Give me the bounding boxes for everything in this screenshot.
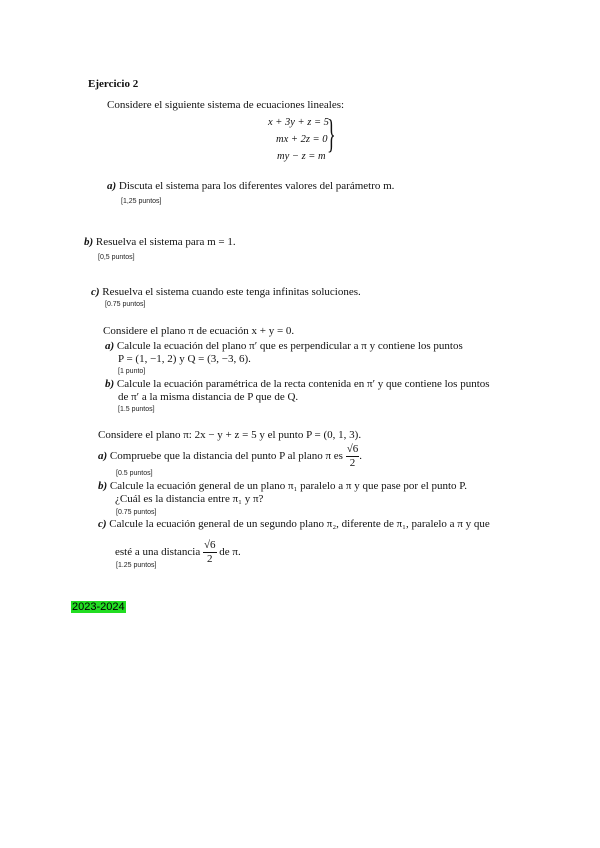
plane-part-b-label: b) [105, 378, 115, 390]
distance-part-c-line2-pre: esté a una distancia [115, 546, 201, 559]
plane-part-a-line1: Calcule la ecuación del plano π′ que es perpendicular a π y contiene los puntos [116, 340, 463, 352]
part-c [91, 286, 361, 298]
distance-part-b-line2: ¿Cuál es la distancia entre π₁ y π? [115, 493, 264, 505]
distance-part-a-label: a) [98, 450, 108, 463]
part-a-label: a) [107, 180, 117, 192]
sqrt6-over-2-fraction-2 [203, 540, 217, 565]
plane-part-b-line1: Calcule la ecuación paramétrica de la recta contenida en π′ y que contiene los puntos [116, 378, 490, 390]
fraction-denominator-2: 2 [206, 553, 213, 565]
plane-intro: Considere el plano π de ecuación x + y = 0. [103, 325, 295, 337]
plane-part-a-points: [1 punto] [118, 368, 146, 375]
distance-part-a-points: [0.5 puntos] [116, 470, 153, 477]
distance-part-b-points: [0.75 puntos] [116, 509, 157, 516]
distance-part-c-line1: Calcule la ecuación general de un segundo plano π₂, diferente de π₁, paralelo a π y que [109, 518, 490, 530]
distance-part-b [98, 480, 467, 492]
distance-part-a [98, 444, 362, 469]
equation-3: my − z = m [277, 151, 326, 162]
distance-part-a-end: . [359, 450, 363, 463]
equation-1: x + 3y + z = 5 [268, 117, 329, 128]
plane-part-b-points: [1.5 puntos] [118, 406, 155, 413]
sqrt6-over-2-fraction [346, 443, 363, 469]
exercise-intro: Considere el siguiente sistema de ecuaciones lineales: [107, 99, 345, 111]
exercise-title: Ejercicio 2 [88, 78, 139, 90]
plane-part-a [105, 340, 463, 352]
distance-part-c [98, 518, 490, 530]
fraction-numerator-2: √6 [203, 539, 216, 551]
part-a-points: [1,25 puntos] [121, 198, 162, 205]
part-b-text: Resuelva el sistema para m = 1. [95, 236, 236, 248]
distance-part-b-line1: Calcule la ecuación general de un plano π₁ paralelo a π y que pase por el punto P. [109, 480, 467, 492]
part-b [84, 236, 236, 248]
right-brace: } [327, 111, 336, 156]
distance-intro: Considere el plano π: 2x − y + z = 5 y el punto P = (0, 1, 3). [98, 429, 362, 441]
distance-part-c-points: [1.25 puntos] [116, 562, 157, 569]
distance-part-c-line2-post: de π. [219, 546, 241, 559]
plane-part-b [105, 378, 490, 390]
year-badge: 2023-2024 [72, 601, 125, 613]
distance-part-b-label: b) [98, 480, 108, 492]
part-c-points: [0.75 puntos] [105, 301, 146, 308]
part-a [107, 180, 394, 192]
distance-part-a-text: Compruebe que la distancia del punto P al plano π es [109, 450, 343, 463]
plane-part-b-line2: de π′ a la misma distancia de P que de Q. [118, 391, 299, 403]
part-a-text: Discuta el sistema para los diferentes valores del parámetro m. [118, 180, 395, 192]
fraction-denominator: 2 [349, 457, 356, 469]
part-b-label: b) [84, 236, 94, 248]
distance-part-c-label: c) [98, 518, 107, 530]
plane-part-a-line2: P = (1, −1, 2) y Q = (3, −3, 6). [118, 353, 251, 365]
part-c-text: Resuelva el sistema cuando este tenga infinitas soluciones. [102, 286, 361, 298]
fraction-numerator: √6 [346, 443, 359, 455]
plane-part-a-label: a) [105, 340, 115, 352]
part-c-label: c) [91, 286, 100, 298]
equation-2: mx + 2z = 0 [276, 134, 328, 145]
part-b-points: [0,5 puntos] [98, 254, 135, 261]
